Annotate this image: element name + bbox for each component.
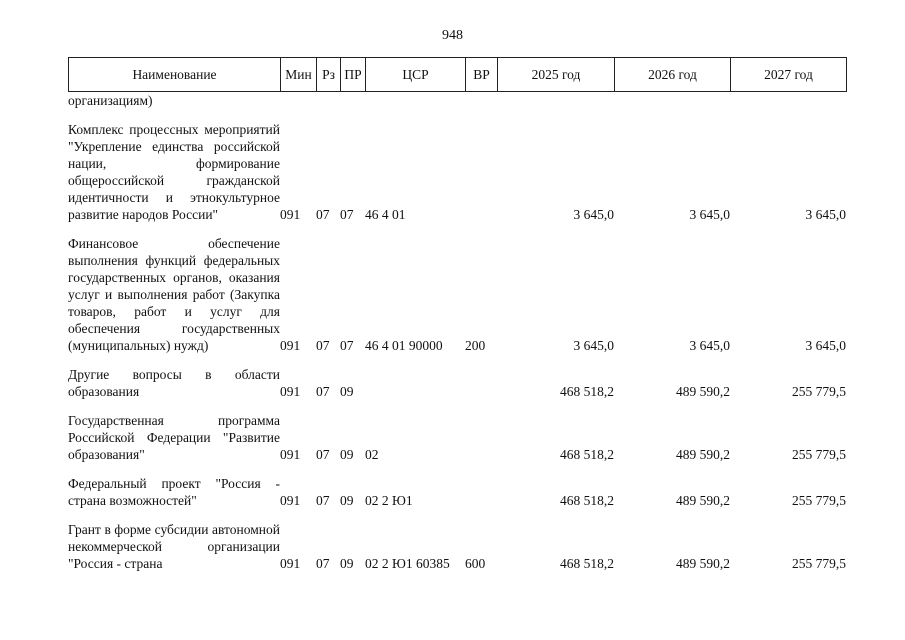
row-rz [316,92,340,109]
col-header-rz: Рз [317,58,341,92]
row-csr: 02 2 Ю1 [365,493,413,508]
table-row [68,109,846,223]
row-vr [465,400,497,463]
row-name: организациям) [68,93,153,108]
row-2027: 255 779,5 [792,447,846,462]
row-rz: 07 [316,207,330,222]
row-vr: 200 [465,338,486,353]
row-name: Государственная программа Российской Федерации "Развитие образования" [68,413,280,462]
row-2026: 489 590,2 [676,493,730,508]
row-2026: 489 590,2 [676,556,730,571]
row-min: 091 [280,384,301,399]
col-header-csr: ЦСР [366,58,466,92]
row-2026: 3 645,0 [689,207,730,222]
page-number: 948 [442,28,463,43]
row-csr [365,92,465,109]
row-2027: 255 779,5 [792,493,846,508]
row-min: 091 [280,338,301,353]
table-row [68,509,846,572]
col-header-2026: 2026 год [615,58,731,92]
row-vr [465,463,497,509]
row-pr: 07 [340,207,354,222]
row-pr: 09 [340,493,354,508]
col-header-vr: ВР [466,58,498,92]
row-2026: 3 645,0 [689,338,730,353]
row-2025: 468 518,2 [560,556,614,571]
row-min: 091 [280,556,301,571]
row-rz: 07 [316,447,330,462]
row-2026: 489 590,2 [676,447,730,462]
row-pr: 09 [340,447,354,462]
row-2025: 468 518,2 [560,493,614,508]
row-csr [365,354,465,400]
row-2025: 468 518,2 [560,447,614,462]
budget-table [68,92,846,572]
row-min: 091 [280,447,301,462]
row-pr: 09 [340,384,354,399]
row-pr [340,92,365,109]
row-name: Федеральный проект "Россия - страна возможностей" [68,476,280,508]
row-2025: 468 518,2 [560,384,614,399]
row-2025: 3 645,0 [573,338,614,353]
row-2026: 489 590,2 [676,384,730,399]
row-2025: 3 645,0 [573,207,614,222]
row-rz: 07 [316,556,330,571]
row-csr: 02 [365,447,379,462]
row-rz: 07 [316,384,330,399]
row-csr: 02 2 Ю1 60385 [365,556,450,571]
row-rz: 07 [316,493,330,508]
row-2027 [730,92,846,109]
table-header [68,57,847,92]
row-vr [465,354,497,400]
row-2027: 3 645,0 [805,338,846,353]
row-pr: 09 [340,556,354,571]
table-row [68,92,846,109]
row-2025 [497,92,614,109]
row-2027: 255 779,5 [792,556,846,571]
row-vr [465,109,497,223]
row-vr: 600 [465,556,486,571]
col-header-2025: 2025 год [498,58,615,92]
table-row [68,463,846,509]
row-min [280,92,316,109]
row-min: 091 [280,207,301,222]
col-header-pr: ПР [341,58,366,92]
row-rz: 07 [316,338,330,353]
row-min: 091 [280,493,301,508]
col-header-2027: 2027 год [731,58,847,92]
row-2027: 255 779,5 [792,384,846,399]
row-name: Комплекс процессных мероприятий "Укрепление единства российской нации, формирование общероссийской гражданской идентичности и этнокультурное развитие народов России" [68,122,280,222]
table-row [68,400,846,463]
row-csr: 46 4 01 [365,207,406,222]
row-name: Финансовое обеспечение выполнения функций федеральных государственных органов, оказания услуг и выполнения работ (Закупка товаров, работ и услуг для обеспечения государственных (муниципальных) нужд) [68,236,280,353]
col-header-name: Наименование [69,58,281,92]
table-row [68,354,846,400]
row-name: Грант в форме субсидии автономной некоммерческой организации "Россия - страна [68,522,280,571]
row-csr: 46 4 01 90000 [365,338,443,353]
row-2026 [614,92,730,109]
row-name: Другие вопросы в области образования [68,367,280,399]
col-header-min: Мин [281,58,317,92]
row-pr: 07 [340,338,354,353]
row-2027: 3 645,0 [805,207,846,222]
table-row [68,223,846,354]
row-vr [465,92,497,109]
